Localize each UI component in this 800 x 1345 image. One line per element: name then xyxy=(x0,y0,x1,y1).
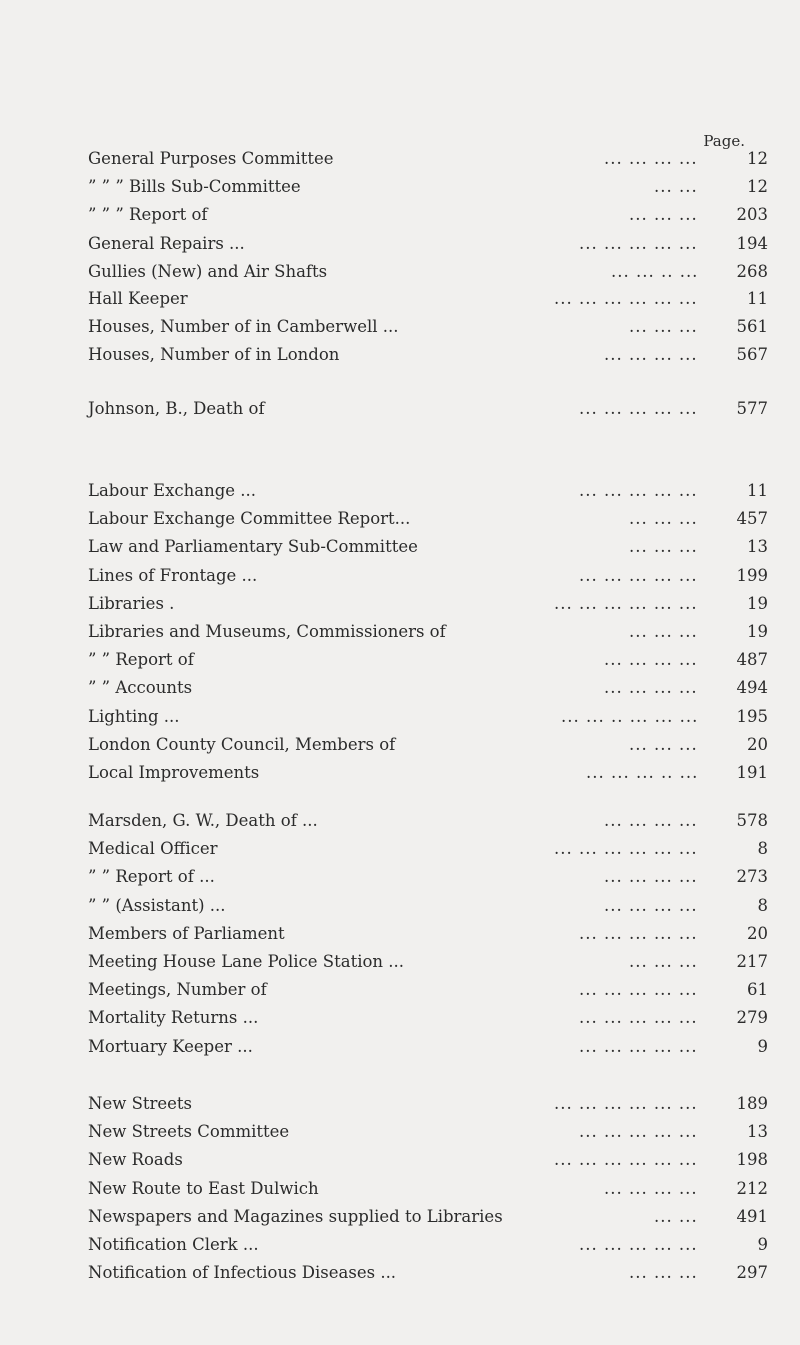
entry-label: Johnson, B., Death of xyxy=(88,399,265,418)
entry-leader-dots: ... ... ... ... ... ... xyxy=(554,839,698,859)
index-entry xyxy=(88,703,768,731)
entry-page-number: 567 xyxy=(736,345,768,365)
entry-page-number: 194 xyxy=(736,233,768,253)
index-entry xyxy=(88,505,768,533)
entry-leader-dots: ... ... ... ... ... ... xyxy=(554,593,698,613)
entry-leader-dots: ... ... ... xyxy=(629,952,698,971)
index-entry xyxy=(88,646,768,674)
index-entry xyxy=(88,1231,768,1259)
index-entry xyxy=(88,395,768,423)
entry-leader-dots: ... ... ... .. ... xyxy=(586,763,699,782)
entry-label: Newspapers and Magazines supplied to Libraries xyxy=(88,1206,503,1226)
entry-label: Medical Officer xyxy=(88,839,218,859)
index-entry xyxy=(88,258,768,286)
entry-page-number: 494 xyxy=(736,678,768,698)
entry-page-number: 491 xyxy=(736,1206,768,1226)
entry-page-number: 561 xyxy=(736,317,768,337)
entry-page-number: 20 xyxy=(747,923,768,943)
entry-page-number: 191 xyxy=(736,763,768,782)
index-entry xyxy=(88,1146,768,1174)
entry-label: ” ” Report of ... xyxy=(88,867,215,887)
entry-leader-dots: ... ... ... ... ... xyxy=(579,565,698,585)
entry-label: Notification of Infectious Diseases ... xyxy=(88,1263,397,1283)
entry-leader-dots: ... ... ... xyxy=(629,205,698,225)
entry-label: Libraries and Museums, Commissioners of xyxy=(88,622,446,641)
entry-leader-dots: ... ... ... ... xyxy=(604,895,698,915)
entry-leader-dots: ... ... ... ... ... ... xyxy=(554,1150,698,1170)
entry-leader-dots: ... ... ... ... ... xyxy=(579,1036,698,1056)
entry-leader-dots: ... ... ... xyxy=(629,317,698,337)
entry-label: New Streets Committee xyxy=(88,1122,290,1142)
index-entry xyxy=(88,807,768,835)
entry-label: Local Improvements xyxy=(88,763,260,782)
entry-page-number: 13 xyxy=(747,1122,768,1142)
entry-label: Members of Parliament xyxy=(88,923,285,943)
entry-leader-dots: ... ... ... xyxy=(629,1263,698,1283)
entry-label: Hall Keeper xyxy=(88,289,188,308)
entry-page-number: 189 xyxy=(736,1094,768,1113)
entry-label: ” ” ” Bills Sub-Committee xyxy=(88,177,301,197)
index-entry xyxy=(88,835,768,863)
entry-page-number: 268 xyxy=(736,261,768,281)
entry-leader-dots: ... ... xyxy=(654,177,698,197)
index-entry xyxy=(88,674,768,702)
index-entry xyxy=(88,759,768,787)
index-entry xyxy=(88,201,768,229)
entry-label: Law and Parliamentary Sub-Committee xyxy=(88,537,418,557)
entry-page-number: 11 xyxy=(747,481,768,500)
entry-leader-dots: ... ... xyxy=(654,1206,698,1226)
index-entry xyxy=(88,731,768,759)
entry-leader-dots: ... ... ... ... ... ... xyxy=(554,1094,698,1113)
entry-page-number: 8 xyxy=(757,839,768,859)
entry-page-number: 199 xyxy=(736,565,768,585)
entry-leader-dots: ... ... ... ... xyxy=(604,149,698,168)
entry-page-number: 297 xyxy=(736,1263,768,1283)
index-entry xyxy=(88,920,768,948)
entry-page-number: 577 xyxy=(736,399,768,418)
entry-label: Houses, Number of in London xyxy=(88,345,340,365)
index-entry xyxy=(88,173,768,201)
entry-leader-dots: ... ... ... ... ... ... xyxy=(554,289,698,308)
entry-page-number: 11 xyxy=(747,289,768,308)
entry-label: ” ” Accounts xyxy=(88,678,193,698)
entry-label: General Repairs ... xyxy=(88,233,245,253)
entry-page-number: 13 xyxy=(747,537,768,557)
entry-label: Houses, Number of in Camberwell ... xyxy=(88,317,399,337)
entry-leader-dots: ... ... ... ... xyxy=(604,1178,698,1198)
entry-page-number: 203 xyxy=(736,205,768,225)
entry-label: ” ” Report of xyxy=(88,650,194,670)
entry-label: Mortuary Keeper ... xyxy=(88,1036,253,1056)
index-entry xyxy=(88,533,768,561)
index-entry xyxy=(88,1175,768,1203)
entry-page-number: 195 xyxy=(736,706,768,726)
entry-page-number: 279 xyxy=(736,1008,768,1028)
entry-label: New Roads xyxy=(88,1150,183,1170)
index-entry xyxy=(88,1090,768,1118)
entry-label: ” ” ” Report of xyxy=(88,205,208,225)
index-entry xyxy=(88,1033,768,1061)
entry-label: Labour Exchange ... xyxy=(88,481,257,500)
entry-page-number: 61 xyxy=(747,980,768,1000)
index-entry xyxy=(88,341,768,369)
entry-label: Marsden, G. W., Death of ... xyxy=(88,811,318,830)
entry-page-number: 578 xyxy=(736,811,768,830)
entry-page-number: 8 xyxy=(757,895,768,915)
entry-leader-dots: ... ... ... ... ... xyxy=(579,923,698,943)
entry-leader-dots: ... ... ... ... ... xyxy=(579,481,698,500)
entry-label: New Streets xyxy=(88,1094,193,1113)
entry-label: London County Council, Members of xyxy=(88,734,396,754)
index-entry xyxy=(88,618,768,646)
entry-page-number: 12 xyxy=(747,149,768,168)
index-entry xyxy=(88,313,768,341)
entry-leader-dots: ... ... ... ... xyxy=(604,867,698,887)
entry-page-number: 217 xyxy=(736,952,768,971)
index-entry xyxy=(88,145,768,173)
entry-page-number: 12 xyxy=(747,177,768,197)
index-entry xyxy=(88,1004,768,1032)
entry-leader-dots: ... ... ... xyxy=(629,537,698,557)
entry-page-number: 273 xyxy=(736,867,768,887)
entry-leader-dots: ... ... .. ... xyxy=(611,261,699,281)
entry-leader-dots: ... ... ... ... xyxy=(604,811,698,830)
entry-page-number: 487 xyxy=(736,650,768,670)
entry-label: Libraries . xyxy=(88,593,175,613)
entry-label: Lighting ... xyxy=(88,706,180,726)
entry-label: New Route to East Dulwich xyxy=(88,1178,319,1198)
page-column-header: Page. xyxy=(703,132,745,150)
index-entry xyxy=(88,285,768,313)
entry-leader-dots: ... ... ... ... ... xyxy=(579,1122,698,1142)
entry-page-number: 19 xyxy=(747,593,768,613)
entry-leader-dots: ... ... ... xyxy=(629,509,698,529)
entry-page-number: 19 xyxy=(747,622,768,641)
entry-leader-dots: ... ... ... ... ... xyxy=(579,233,698,253)
entry-leader-dots: ... ... .. ... ... ... xyxy=(561,706,699,726)
entry-label: Lines of Frontage ... xyxy=(88,565,258,585)
index-entry xyxy=(88,892,768,920)
entry-leader-dots: ... ... ... ... xyxy=(604,678,698,698)
entry-label: Notification Clerk ... xyxy=(88,1235,259,1254)
entry-leader-dots: ... ... ... ... ... xyxy=(579,1235,698,1254)
entry-page-number: 457 xyxy=(736,509,768,529)
entry-label: General Purposes Committee xyxy=(88,149,334,168)
entry-page-number: 9 xyxy=(757,1036,768,1056)
index-entry xyxy=(88,1259,768,1287)
index-entry xyxy=(88,562,768,590)
index-entry xyxy=(88,976,768,1004)
index-entry xyxy=(88,1203,768,1231)
index-entry xyxy=(88,590,768,618)
entry-page-number: 20 xyxy=(747,734,768,754)
entry-label: Meetings, Number of xyxy=(88,980,267,1000)
entry-leader-dots: ... ... ... ... ... xyxy=(579,980,698,1000)
entry-leader-dots: ... ... ... xyxy=(629,734,698,754)
entry-label: Mortality Returns ... xyxy=(88,1008,259,1028)
entry-leader-dots: ... ... ... xyxy=(629,622,698,641)
entry-label: Gullies (New) and Air Shafts xyxy=(88,261,328,281)
index-entry xyxy=(88,1118,768,1146)
index-entry xyxy=(88,948,768,976)
entry-label: Meeting House Lane Police Station ... xyxy=(88,952,405,971)
entry-leader-dots: ... ... ... ... xyxy=(604,650,698,670)
index-entry xyxy=(88,230,768,258)
entry-page-number: 198 xyxy=(736,1150,768,1170)
entry-label: Labour Exchange Committee Report... xyxy=(88,509,411,529)
index-entry xyxy=(88,477,768,505)
entry-label: ” ” (Assistant) ... xyxy=(88,895,226,915)
entry-page-number: 9 xyxy=(757,1235,768,1254)
index-entry xyxy=(88,863,768,891)
entry-leader-dots: ... ... ... ... xyxy=(604,345,698,365)
entry-leader-dots: ... ... ... ... ... xyxy=(579,399,698,418)
entry-page-number: 212 xyxy=(736,1178,768,1198)
entry-leader-dots: ... ... ... ... ... xyxy=(579,1008,698,1028)
